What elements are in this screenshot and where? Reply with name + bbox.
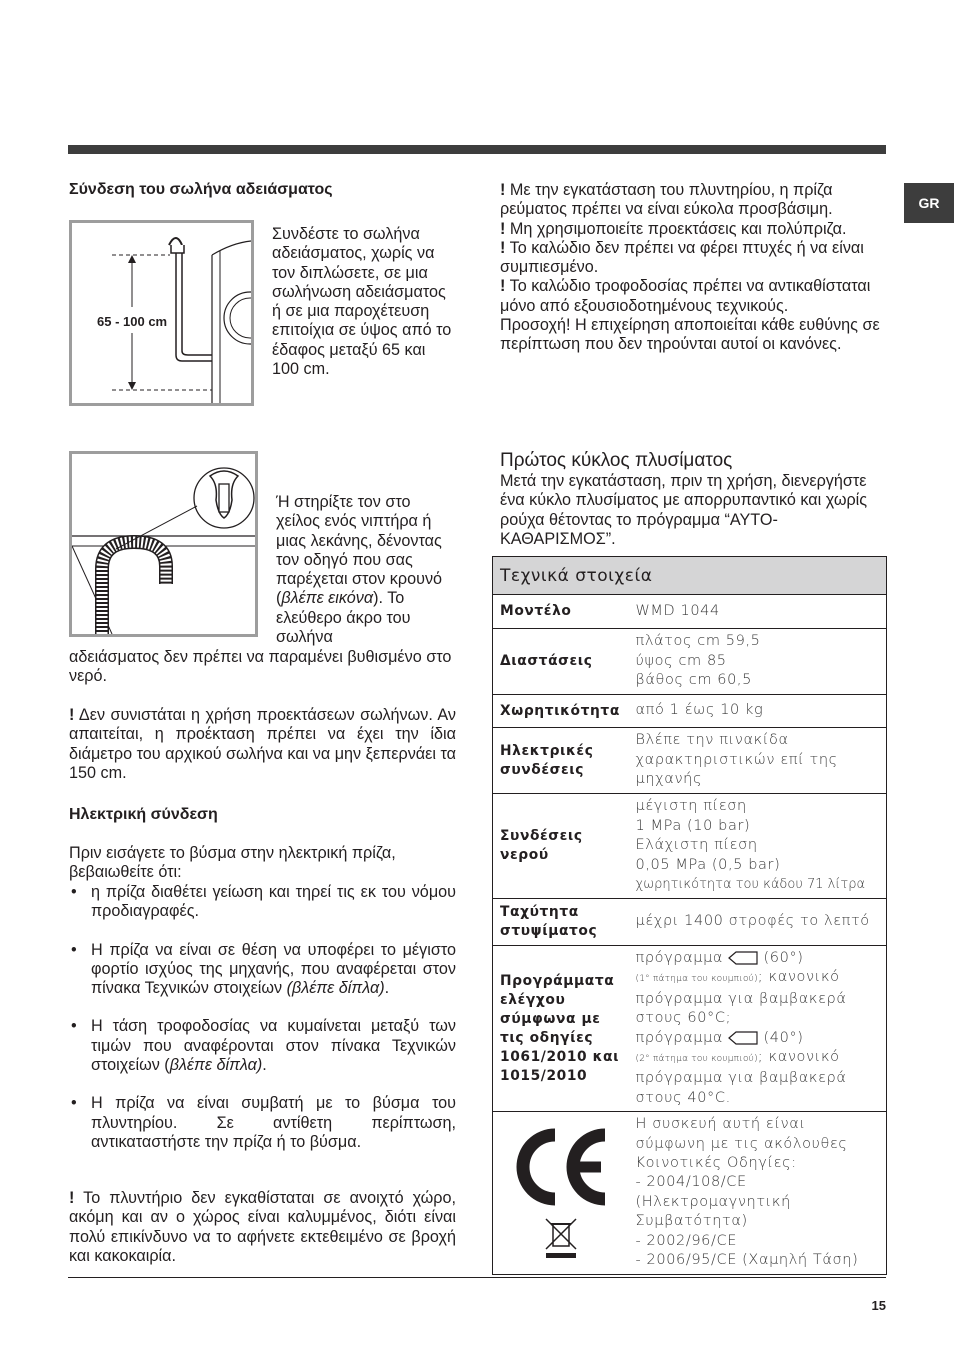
weee-bin-icon	[544, 1217, 578, 1259]
ce-mark-cell	[493, 1112, 629, 1274]
see-figure-ref: βλέπε εικόνα	[281, 589, 374, 608]
program-symbol-icon	[728, 951, 758, 965]
page-number: 15	[871, 1298, 886, 1313]
hose-heading: Σύνδεση του σωλήνα αδειάσματος	[69, 181, 333, 198]
top-rule	[68, 145, 886, 154]
basin-text-part: ). Το ελεύθερο άκρο του σωλήνα	[276, 589, 411, 647]
basin-mount-text-cont: αδειάσματος δεν πρέπει να παραμένει βυθισμένο στο νερό.	[69, 648, 452, 686]
warning-mark: !	[69, 706, 75, 724]
language-tab: GR	[904, 183, 954, 223]
technical-data-table	[492, 556, 887, 1275]
warning-text: Δεν συνιστάται η χρήση προεκτάσεων σωλήνων. Αν απαιτείται, η προέκταση πρέπει να έχει την ίδια διάμετρο του αρχικού σωλήνα και να μην ξεπερνάει τα 150 cm.	[69, 706, 456, 782]
warning-item: ! Το καλώδιο δεν πρέπει να φέρει πτυχές ή να είναι συμπιεσμένο.	[500, 238, 864, 277]
hose-connection-text: Συνδέστε το σωλήνα αδειάσματος, χωρίς να τον διπλώσετε, σε μια σωλήνωση αδειάσματος ή σε μια παροχέτευση επιτοίχια σε ύψος από το έδαφος μεταξύ 65 και 100 cm.	[272, 225, 452, 379]
electrical-intro: Πριν εισάγετε το βύσμα στην ηλεκτρική πρίζα, βεβαιωθείτε ότι:	[69, 844, 396, 882]
electrical-checklist	[69, 883, 456, 1152]
checklist-item: • Η πρίζα να είναι συμβατή με το βύσμα του πλυντηρίου. Σε αντίθετη περίπτωση, αντικαταστήστε την πρίζα ή το βύσμα.	[69, 1094, 456, 1152]
ce-directives: Η συσκευή αυτή είναι σύμφωνη με τις ακόλουθες Κοινοτικές Οδηγίες: - 2004/108/CE (Ηλεκτρομαγνητική Συμβατότητα) - 2002/96/CE - 2006/95/CE (Χαμηλή Τάση)	[629, 1112, 887, 1274]
dimensions-value: πλάτος cm 59,5 ύψος cm 85 βάθος cm 60,5	[629, 629, 887, 695]
table-title: Τεχνικά στοιχεία	[493, 557, 887, 595]
liability-caution: Προσοχή! Η επιχείρηση αποποιείται κάθε ευθύνης σε περίπτωση που δεν τηρούνται αυτοί οι κανόνες.	[500, 316, 880, 354]
warning-text: Το πλυντήριο δεν εγκαθίσταται σε ανοιχτό χώρο, ακόμη και αν ο χώρος είναι καλυμμένος, διότι είναι πολύ επικίνδυνο να το αφήνετε εκτεθειμένο σε βροχή και κακοκαιρία.	[69, 1189, 456, 1265]
extension-warning	[69, 706, 456, 783]
model-label: Μοντέλο	[493, 595, 629, 629]
program-symbol-icon	[728, 1031, 758, 1045]
checklist-item: • η πρίζα διαθέτει γείωση και τηρεί τις εκ του νόμου προδιαγραφές.	[69, 883, 456, 922]
electrical-value: Βλέπε την πινακίδα χαρακτηριστικών επί της μηχανής	[629, 728, 887, 794]
warning-mark: !	[69, 1189, 75, 1207]
basin-text-part: Ή στηρίξτε τον στο χείλος ενός νιπτήρα ή μιας λεκάνης, δένοντας τον οδηγό που σας παρέχεται στον κρουνό (	[276, 493, 443, 608]
warning-item: ! Με την εγκατάσταση του πλυντηρίου, η πρίζα ρεύματος πρέπει να είναι εύκολα προσβάσιμη.	[500, 181, 833, 219]
height-dimension-label: 65 - 100 cm	[97, 314, 168, 329]
bottom-rule	[68, 1277, 886, 1278]
spin-label: Ταχύτητα στυψίματος	[493, 899, 629, 946]
checklist-item: • Η πρίζα να είναι σε θέση να υποφέρει το μέγιστο φορτίο ισχύος της μηχανής, που αναφέρεται στον πίνακα Τεχνικών στοιχείων (βλέπε δίπλα).	[69, 941, 456, 999]
safety-warnings	[500, 181, 886, 355]
warning-item: ! Το καλώδιο τροφοδοσίας πρέπει να αντικαθίσταται μόνο από εξουσιοδοτημένους τεχνικούς.	[500, 277, 871, 315]
outdoor-warning	[69, 1189, 456, 1266]
programs-value: πρόγραμμα (60°) (1° πάτημα του κουμπιού); κανονικό πρόγραμμα για βαμβακερά στους 60°C; πρόγραμμα (40°) (2° πάτημα του κουμπιού); κανονικό πρόγραμμα για βαμβακερά στους 40°C.	[629, 946, 887, 1112]
capacity-label: Χωρητικότητα	[493, 695, 629, 728]
ce-mark-icon	[513, 1127, 609, 1207]
programs-label: Προγράμματα ελέγχου σύμφωνα με τις οδηγίες 1061/2010 και 1015/2010	[493, 946, 629, 1112]
warning-item: ! Μη χρησιμοποιείτε προεκτάσεις και πολύπριζα.	[500, 219, 847, 238]
drain-height-figure	[69, 220, 254, 406]
water-value: μέγιστη πίεση 1 MPa (10 bar) Ελάχιστη πίεση 0,05 MPa (0,5 bar) χωρητικότητα του κάδου 71 λίτρα	[629, 794, 887, 899]
first-cycle-heading: Πρώτος κύκλος πλυσίματος	[500, 450, 733, 471]
electrical-heading: Ηλεκτρική σύνδεση	[69, 806, 218, 823]
model-value: WMD 1044	[629, 595, 887, 629]
first-cycle-text: Μετά την εγκατάσταση, πριν τη χρήση, διενεργήστε ένα κύκλο πλυσίματος με απορρυπαντικό και χωρίς ρούχα θέτοντας το πρόγραμμα “ΑΥΤΟ-ΚΑΘΑΡΙΣΜΟΣ”.	[500, 472, 868, 548]
basin-mount-figure	[69, 451, 258, 637]
basin-mount-text	[276, 493, 456, 647]
capacity-value: από 1 έως 10 kg	[629, 695, 887, 728]
water-label: Συνδέσεις νερού	[493, 794, 629, 899]
drum-capacity: χωρητικότητα του κάδου 71 λίτρα	[635, 877, 866, 893]
checklist-item: • Η τάση τροφοδοσίας να κυμαίνεται μεταξύ των τιμών που αναφέρονται στον πίνακα Τεχνικών στοιχείων (βλέπε δίπλα).	[69, 1017, 456, 1075]
spin-value: μέχρι 1400 στροφές το λεπτό	[629, 899, 887, 946]
electrical-label: Ηλεκτρικές συνδέσεις	[493, 728, 629, 794]
dimensions-label: Διαστάσεις	[493, 629, 629, 695]
